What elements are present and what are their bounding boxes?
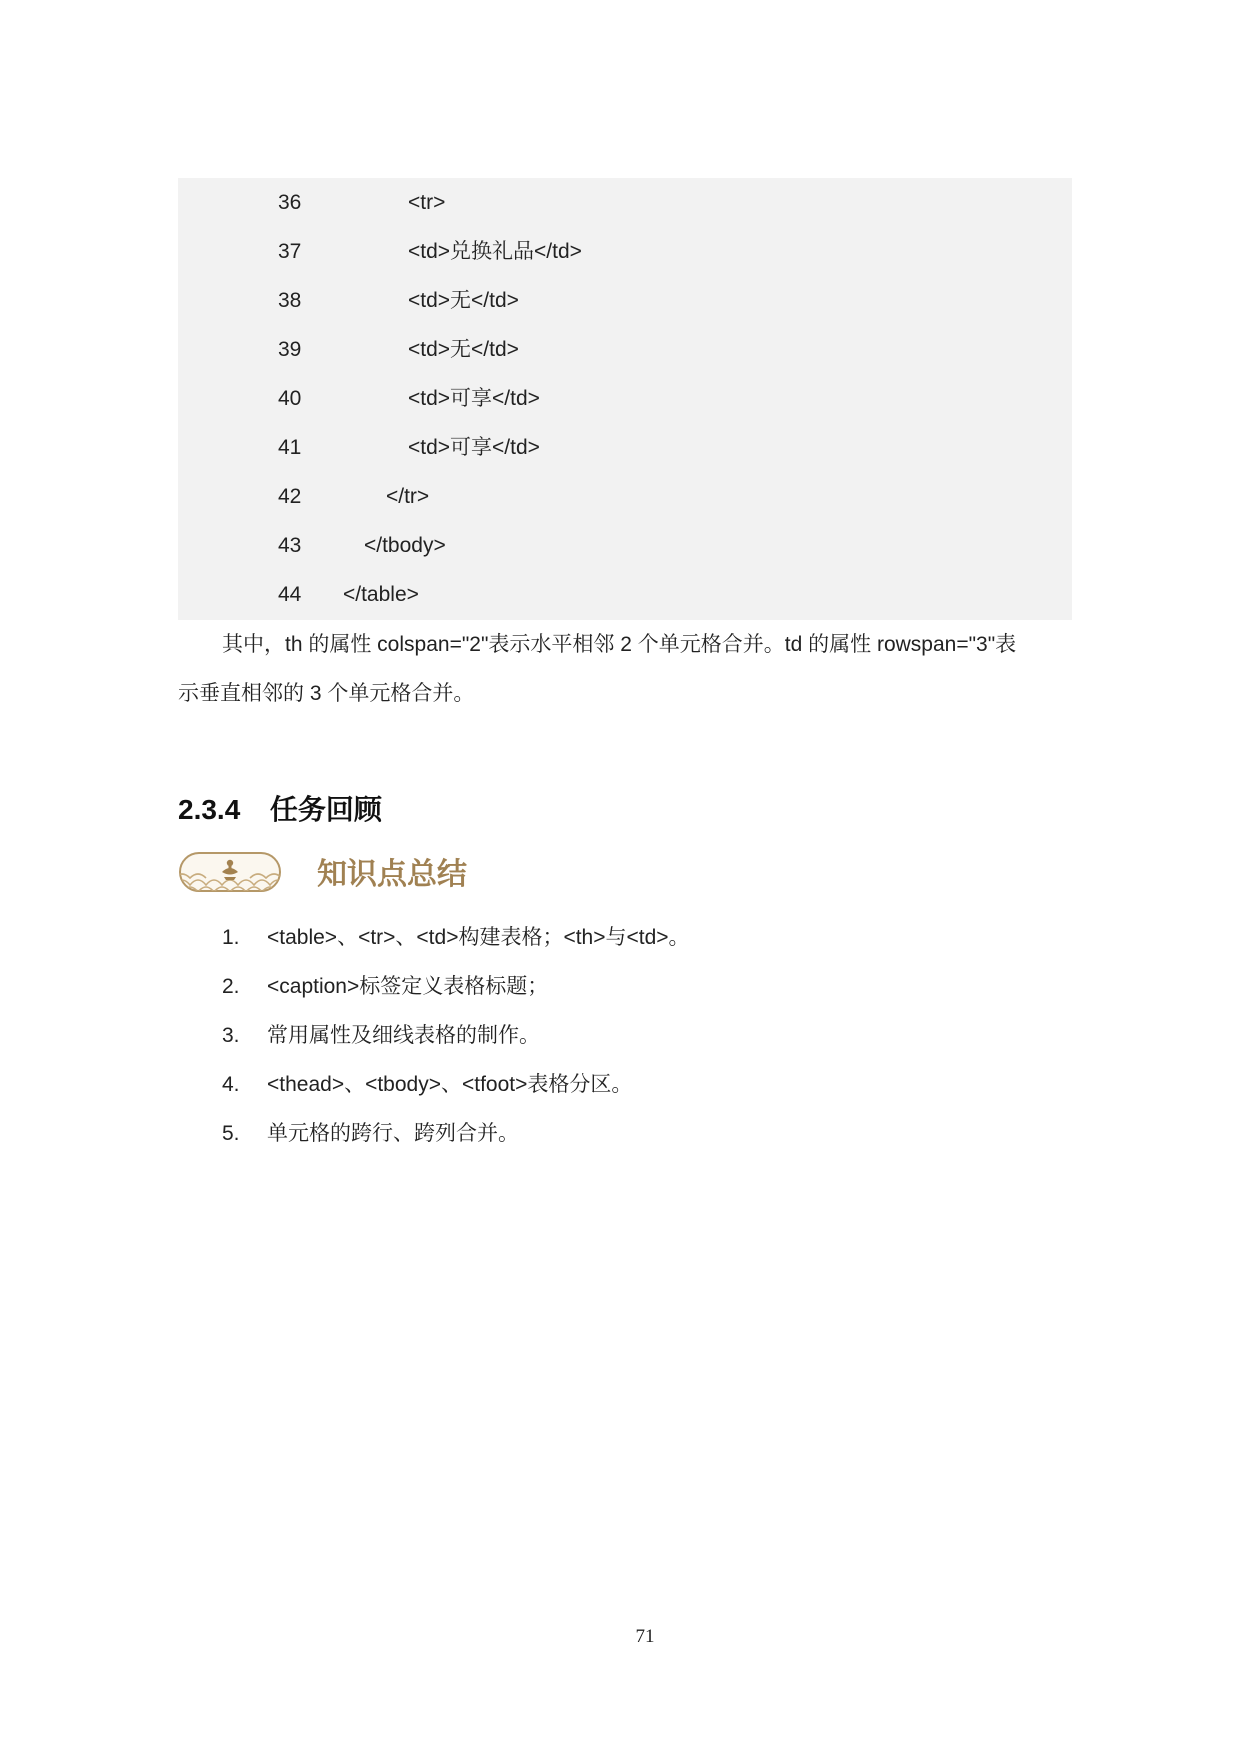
list-item-number: 3. — [222, 1024, 240, 1047]
line-number: 37 — [278, 240, 302, 263]
page-number: 71 — [635, 1626, 655, 1647]
list-item-text: <thead>、<tbody>、<tfoot>表格分区。 — [267, 1073, 633, 1096]
list-item-text: <table>、<tr>、<td>构建表格；<th>与<td>。 — [267, 926, 690, 949]
line-number: 42 — [278, 485, 302, 508]
code-text: <td>无</td> — [408, 289, 519, 312]
line-number: 40 — [278, 387, 302, 410]
line-number: 38 — [278, 289, 302, 312]
code-line — [178, 276, 1072, 325]
line-number: 41 — [278, 436, 302, 459]
section-number: 2.3.4 — [178, 794, 241, 825]
paragraph-line-1: 其中，th 的属性 colspan="2"表示水平相邻 2 个单元格合并。td 的属性 rowspan="3"表 — [222, 633, 1017, 656]
code-line — [178, 325, 1072, 374]
code-text: <td>可享</td> — [408, 436, 540, 459]
code-text: <td>兑换礼品</td> — [408, 240, 582, 263]
code-text: <tr> — [408, 191, 446, 214]
list-item-text: 单元格的跨行、跨列合并。 — [267, 1122, 519, 1145]
line-number: 43 — [278, 534, 302, 557]
decorative-wave-emblem-icon — [178, 851, 282, 895]
list-item-number: 4. — [222, 1073, 240, 1096]
code-line — [178, 423, 1072, 472]
code-text: </tr> — [386, 485, 430, 508]
line-number: 44 — [278, 583, 302, 606]
paragraph-line-2: 示垂直相邻的 3 个单元格合并。 — [178, 682, 475, 705]
code-text: </table> — [343, 583, 419, 606]
code-line — [178, 227, 1072, 276]
code-text: <td>可享</td> — [408, 387, 540, 410]
code-line — [178, 472, 1072, 521]
list-item-text: <caption>标签定义表格标题； — [267, 975, 549, 998]
badge-title: 知识点总结 — [317, 858, 467, 891]
code-text: </tbody> — [364, 534, 446, 557]
line-number: 39 — [278, 338, 302, 361]
code-line — [178, 374, 1072, 423]
list-item-number: 2. — [222, 975, 240, 998]
line-number: 36 — [278, 191, 302, 214]
list-item-text: 常用属性及细线表格的制作。 — [267, 1024, 540, 1047]
list-item-number: 5. — [222, 1122, 240, 1145]
code-line — [178, 178, 1072, 227]
section-heading — [178, 790, 382, 830]
code-line — [178, 570, 1072, 619]
code-block — [178, 178, 1072, 620]
code-text: <td>无</td> — [408, 338, 519, 361]
code-line — [178, 521, 1072, 570]
section-title: 任务回顾 — [269, 794, 382, 825]
list-item-number: 1. — [222, 926, 240, 949]
